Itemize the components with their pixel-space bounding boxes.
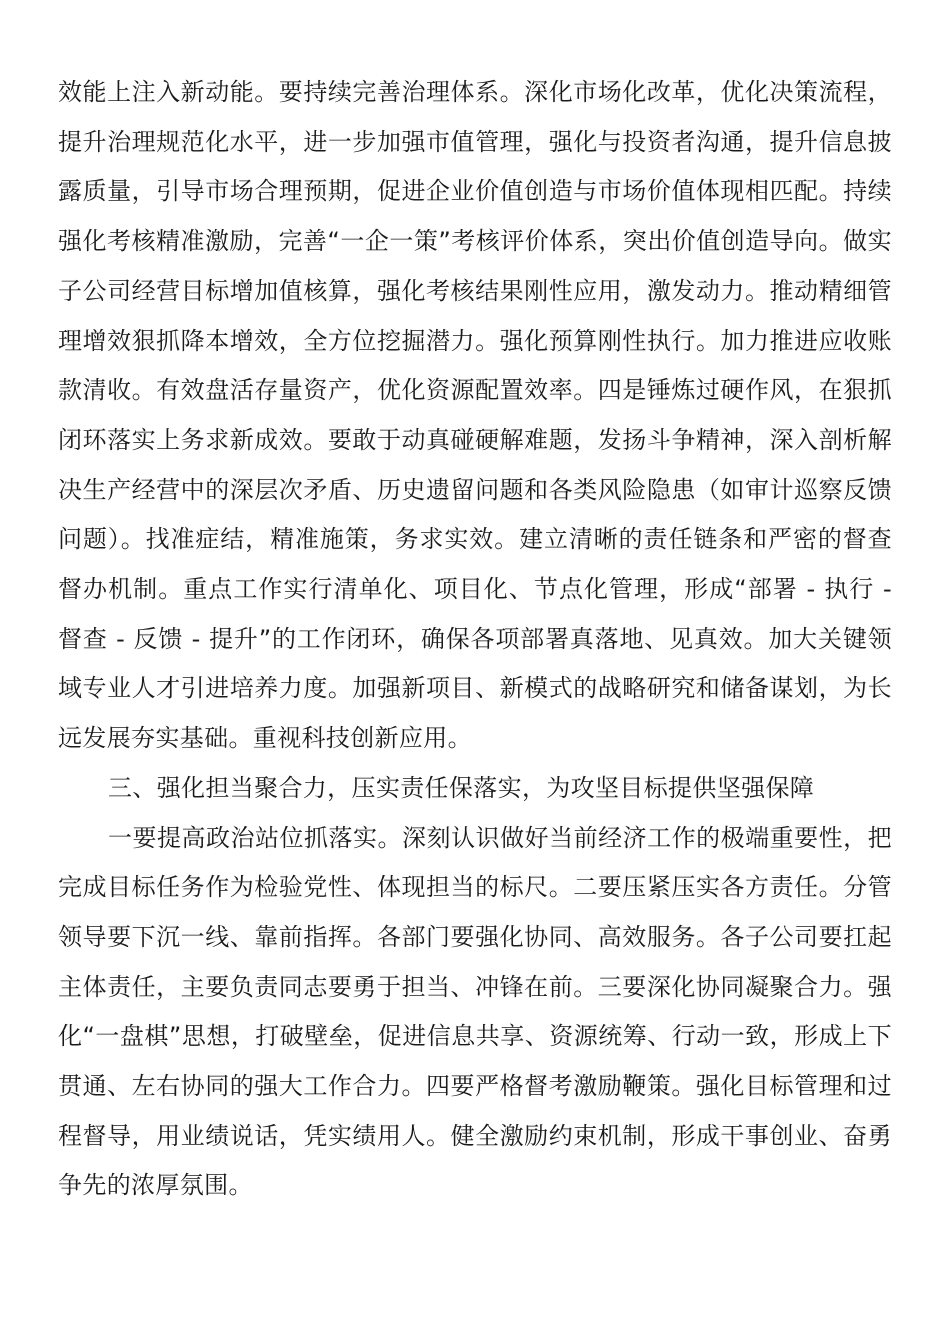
section-heading: 三、强化担当聚合力，压实责任保落实，为攻坚目标提供坚强保障 [108,773,815,802]
document-page [58,68,892,1211]
body-paragraph-final: 一要提高政治站位抓落实。深刻认识做好当前经济工作的极端重要性，把完成目标任务作为检验党性、体现担当的标尺。二要压紧压实各方责任。分管领导要下沉一线、靠前指挥。各部门要强化协同、高效服务。各子公司要扛起主体责任，主要负责同志要勇于担当、冲锋在前。三要深化协同凝聚合力。强化“一盘棋”思想，打破壁垒，促进信息共享、资源统筹、行动一致，形成上下贯通、左右协同的强大工作合力。四要严格督考激励鞭策。强化目标管理和过程督导，用业绩说话，凭实绩用人。健全激励约束机制，形成干事创业、奋勇争先的浓厚氛围。 [58,823,892,1200]
body-paragraph-continued: 效能上注入新动能。要持续完善治理体系。深化市场化改革，优化决策流程，提升治理规范化水平，进一步加强市值管理，强化与投资者沟通，提升信息披露质量，引导市场合理预期，促进企业价值创造与市场价值体现相匹配。持续强化考核精准激励，完善“一企一策”考核评价体系，突出价值创造导向。做实子公司经营目标增加值核算，强化考核结果刚性应用，激发动力。推动精细管理增效狠抓降本增效，全方位挖掘潜力。强化预算刚性执行。加力推进应收账款清收。有效盘活存量资产，优化资源配置效率。四是锤炼过硬作风，在狠抓闭环落实上务求新成效。要敢于动真碰硬解难题，发扬斗争精神，深入剖析解决生产经营中的深层次矛盾、历史遗留问题和各类风险隐患（如审计巡察反馈问题）。找准症结，精准施策，务求实效。建立清晰的责任链条和严密的督查督办机制。重点工作实行清单化、项目化、节点化管理，形成“部署 - 执行 - 督查 - 反馈 - 提升”的工作闭环，确保各项部署真落地、见真效。加大关键领域专业人才引进培养力度。加强新项目、新模式的战略研究和储备谋划，为长远发展夯实基础。重视科技创新应用。 [58,78,892,753]
